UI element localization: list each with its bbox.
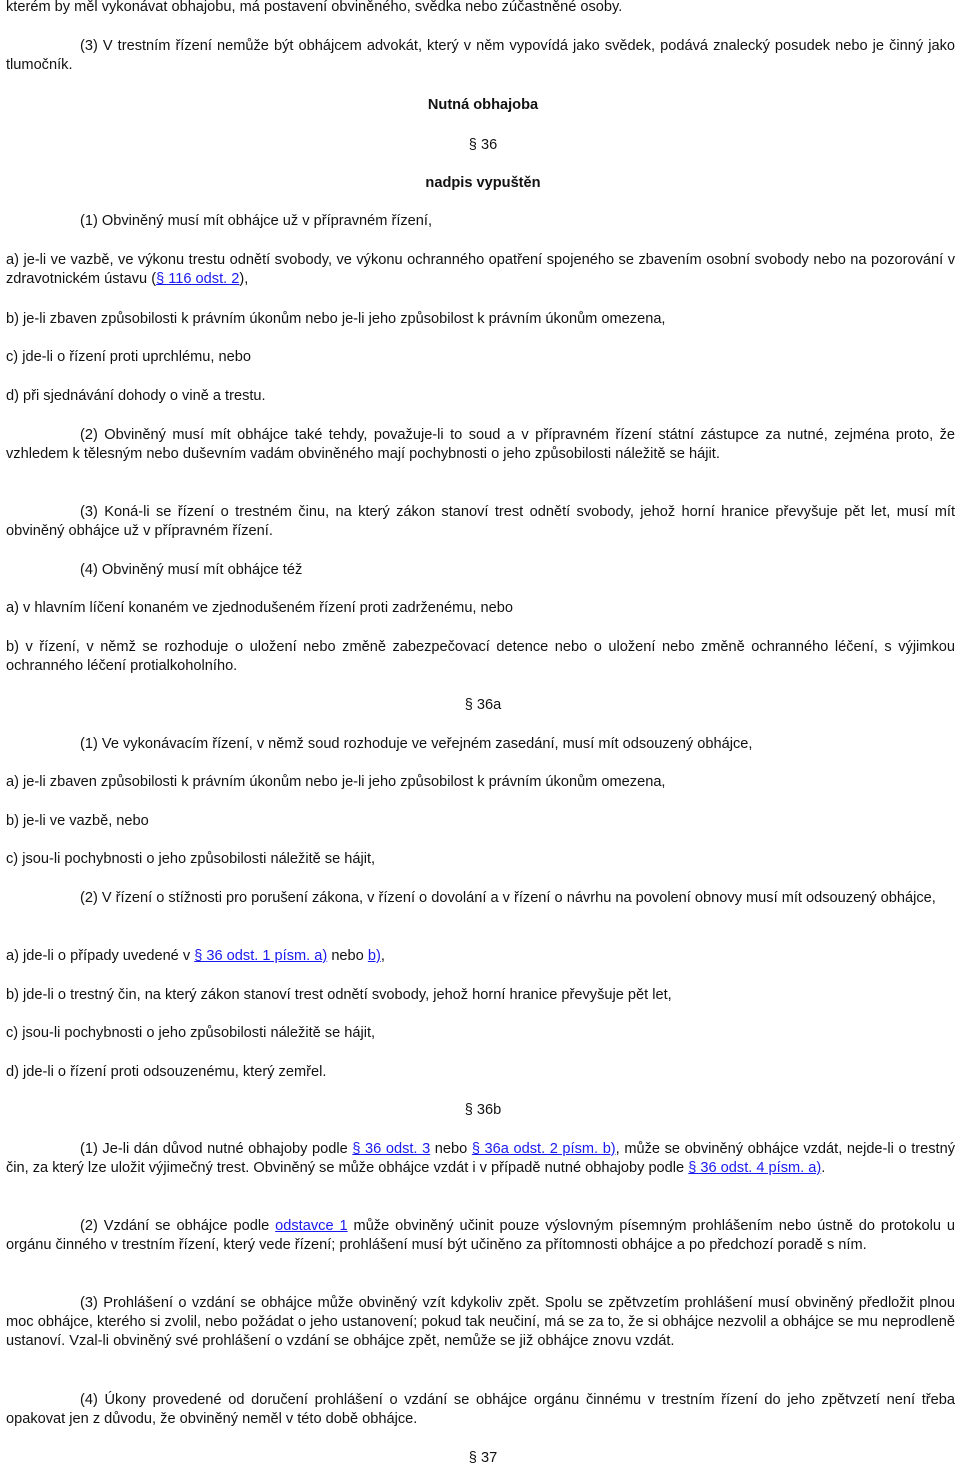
section-number: § 37 (468, 1450, 498, 1466)
paragraph: (3) V trestním řízení nemůže být obhájcem advokát, který v něm vypovídá jako svědek, podává znalecký posudek nebo je činný jako tlumočník. (6, 38, 955, 73)
list-item: a) je-li ve vazbě, ve výkonu trestu odnětí svobody, ve výkonu ochranného opatření spojeného se zbavením osobní svobody nebo na pozorování v zdravotnickém ústavu (§ 116 odst. 2), (6, 252, 955, 287)
text-line: kterém by měl vykonávat obhajobu, má postavení obviněného, svědka nebo zúčastněné osoby. (6, 0, 623, 15)
list-item: a) jde-li o případy uvedené v § 36 odst. 1 písm. a) nebo b), (6, 948, 385, 964)
section-heading: Nutná obhajoba (427, 97, 539, 113)
reference-link[interactable]: § 36 odst. 4 písm. a) (688, 1160, 822, 1176)
list-item: c) jsou-li pochybnosti o jeho způsobilosti náležitě se hájit, (6, 1025, 376, 1041)
paragraph: (1) Obviněný musí mít obhájce už v přípravném řízení, (80, 213, 433, 229)
paragraph: (3) Koná-li se řízení o trestném činu, na který zákon stanoví trest odnětí svobody, jehož horní hranice převyšuje pět let, musí mít obviněný obhájce už v přípravném řízení. (6, 504, 955, 539)
list-item: b) v řízení, v němž se rozhoduje o uložení nebo změně zabezpečovací detence nebo o uložení nebo změně ochranného léčení, s výjimkou ochranného léčení protialkoholního. (6, 639, 955, 674)
list-item: c) jde-li o řízení proti uprchlému, nebo (6, 349, 251, 365)
list-item: b) jde-li o trestný čin, na který zákon stanoví trest odnětí svobody, jehož horní hranice převyšuje pět let, (6, 987, 672, 1003)
reference-link[interactable]: b) (367, 948, 381, 964)
section-number: § 36b (464, 1102, 502, 1118)
reference-link[interactable]: § 36a odst. 2 písm. b) (471, 1141, 616, 1157)
reference-link[interactable]: § 116 odst. 2 (156, 271, 240, 287)
list-item: b) je-li ve vazbě, nebo (6, 813, 149, 829)
paragraph: (3) Prohlášení o vzdání se obhájce může obviněný vzít kdykoliv zpět. Spolu se zpětvzetím prohlášení musí obviněný předložit plnou moc obhájce, kterého si zvolil, nebo požádat o jeho ustanovení; pokud tak neučiní, má se za to, že si obhájce nezvolil a obhájce se mu neprodleně ustanoví. Vzal-li obviněný své prohlášení o vzdání se obhájce zpět, nemůže se již obhájce znovu vzdát. (6, 1295, 955, 1349)
section-number: § 36 (468, 137, 498, 153)
section-number: § 36a (464, 697, 502, 713)
paragraph: (4) Úkony provedené od doručení prohlášení o vzdání se obhájce orgánu činnému v trestním řízení do jeho zpětvzetí není třeba opakovat jen z důvodu, že obviněný neměl v této době obhájce. (6, 1392, 955, 1427)
reference-link[interactable]: § 36 odst. 3 (352, 1141, 431, 1157)
paragraph: (1) Ve vykonávacím řízení, v němž soud rozhoduje ve veřejném zasedání, musí mít odsouzený obhájce, (80, 736, 753, 752)
section-subheading: nadpis vypuštěn (425, 175, 541, 191)
reference-link[interactable]: odstavce 1 (275, 1218, 348, 1234)
list-item: b) je-li zbaven způsobilosti k právním úkonům nebo je-li jeho způsobilost k právním úkonům omezena, (6, 311, 666, 327)
list-item: a) v hlavním líčení konaném ve zjednodušeném řízení proti zadrženému, nebo (6, 600, 514, 616)
reference-link[interactable]: § 36 odst. 1 písm. a) (194, 948, 328, 964)
list-item: d) jde-li o řízení proti odsouzenému, který zemřel. (6, 1064, 327, 1080)
paragraph: (2) V řízení o stížnosti pro porušení zákona, v řízení o dovolání a v řízení o návrhu na povolení obnovy musí mít odsouzený obhájce, (80, 890, 936, 906)
list-item: a) je-li zbaven způsobilosti k právním úkonům nebo je-li jeho způsobilost k právním úkonům omezena, (6, 774, 666, 790)
list-item: c) jsou-li pochybnosti o jeho způsobilosti náležitě se hájit, (6, 851, 376, 867)
paragraph: (2) Obviněný musí mít obhájce také tehdy, považuje-li to soud a v přípravném řízení státní zástupce za nutné, zejména proto, že vzhledem k tělesným nebo duševním vadám obviněného mají pochybnosti o jeho způsobilosti náležitě se hájit. (6, 427, 955, 462)
paragraph: (2) Vzdání se obhájce podle odstavce 1 může obviněný učinit pouze výslovným písemným prohlášením nebo ústně do protokolu u orgánu činného v trestním řízení, který vede řízení; prohlášení musí být učiněno za přítomnosti obhájce a po předchozí poradě s ním. (6, 1218, 955, 1253)
list-item: d) při sjednávání dohody o vině a trestu. (6, 388, 266, 404)
paragraph: (4) Obviněný musí mít obhájce též (80, 562, 303, 578)
paragraph: (1) Je-li dán důvod nutné obhajoby podle § 36 odst. 3 nebo § 36a odst. 2 písm. b), může se obviněný obhájce vzdát, nejde-li o trestný čin, za který lze uložit výjimečný trest. Obviněný se může obhájce vzdát i v případě nutné obhajoby podle § 36 odst. 4 písm. a). (6, 1141, 955, 1176)
